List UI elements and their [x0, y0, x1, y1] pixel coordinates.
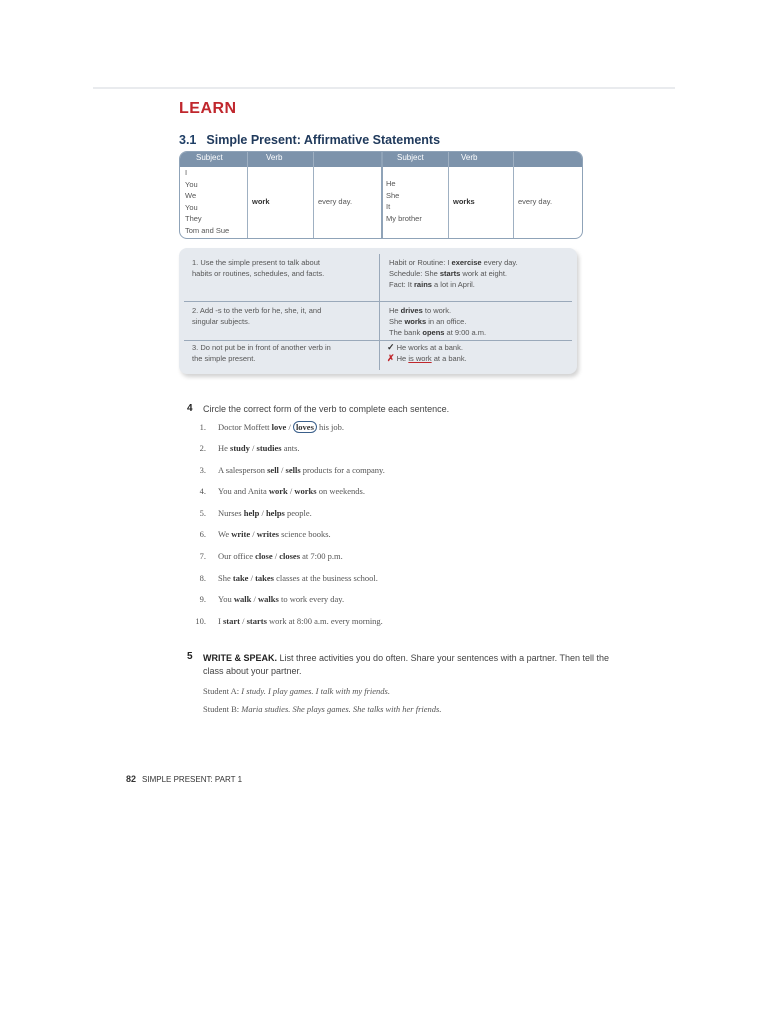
- page-footer: [126, 774, 242, 784]
- chart-title: [179, 133, 440, 147]
- column-divider: [247, 152, 248, 238]
- list-item: 10. I start / starts work at 8:00 a.m. every morning.: [195, 616, 383, 626]
- note-examples-2: He drives to work. She works in an office. The bank opens at 9:00 a.m.: [389, 306, 487, 337]
- list-item: 9. You walk / walks to work every day.: [199, 594, 345, 604]
- circled-answer: loves: [293, 421, 317, 433]
- note-rule-1: 1. Use the simple present to talk about habits or routines, schedules, and facts.: [192, 258, 325, 278]
- top-divider: [93, 87, 675, 89]
- list-item: 5. Nurses help / helps people.: [199, 508, 312, 518]
- check-icon: ✓: [387, 342, 395, 352]
- list-item: 8. She take / takes classes at the business school.: [199, 573, 378, 583]
- right-subject-list: He She It My brother: [386, 179, 422, 223]
- column-divider: [448, 152, 449, 238]
- cross-icon: ✗: [387, 353, 395, 363]
- notes-row-divider: [184, 301, 572, 302]
- note-examples-3: ✓ He works at a bank. ✗ He is work at a bank.: [387, 342, 467, 363]
- list-item: 6. We write / writes science books.: [199, 529, 331, 539]
- notes-row-divider: [184, 340, 572, 341]
- list-item: 4. You and Anita work / works on weekends.: [199, 486, 365, 496]
- section-heading: LEARN: [179, 100, 237, 117]
- header-verb-right: Verb: [461, 153, 478, 162]
- chart-title-text: Simple Present: Affirmative Statements: [206, 133, 441, 147]
- note-examples-1: Habit or Routine: I exercise every day. Schedule: She starts work at eight. Fact: It rains a lot in April.: [389, 258, 518, 289]
- conjugation-table: [179, 151, 583, 239]
- left-subject-list: I You We You They Tom and Sue: [185, 168, 230, 235]
- header-subject-left: Subject: [196, 153, 223, 162]
- exercise-4-number: 4: [187, 403, 193, 414]
- note-rule-3: 3. Do not put be in front of another verb in the simple present.: [192, 343, 331, 363]
- column-divider: [381, 152, 383, 238]
- note-rule-2: 2. Add -s to the verb for he, she, it, and singular subjects.: [192, 306, 322, 326]
- page-number: 82: [126, 774, 137, 784]
- grammar-notes-box: [179, 248, 577, 374]
- list-item: 1. Doctor Moffett love / loves his job.: [199, 422, 345, 432]
- header-subject-right: Subject: [397, 153, 424, 162]
- list-item: 2. He study / studies ants.: [199, 443, 300, 453]
- left-verb: work: [252, 197, 270, 206]
- list-item: 3. A salesperson sell / sells products for a company.: [199, 465, 385, 475]
- exercise-4-instruction: Circle the correct form of the verb to complete each sentence.: [203, 404, 450, 414]
- student-b-example: Student B: Maria studies. She plays games. She talks with her friends.: [203, 704, 442, 714]
- right-verb: works: [453, 197, 475, 206]
- running-footer: SIMPLE PRESENT: PART 1: [142, 775, 243, 784]
- column-divider: [513, 152, 514, 238]
- notes-divider: [379, 254, 380, 370]
- list-item: 7. Our office close / closes at 7:00 p.m.: [199, 551, 343, 561]
- student-a-example: Student A: I study. I play games. I talk with my friends.: [203, 686, 390, 696]
- exercise-5-number: 5: [187, 651, 193, 662]
- chart-number: 3.1: [179, 133, 197, 147]
- exercise-5-instruction: WRITE & SPEAK. List three activities you do often. Share your sentences with a partner. Then tell the class about your partner.: [203, 653, 610, 676]
- left-time: every day.: [318, 197, 353, 206]
- right-time: every day.: [518, 197, 553, 206]
- column-divider: [313, 152, 314, 238]
- header-verb-left: Verb: [266, 153, 283, 162]
